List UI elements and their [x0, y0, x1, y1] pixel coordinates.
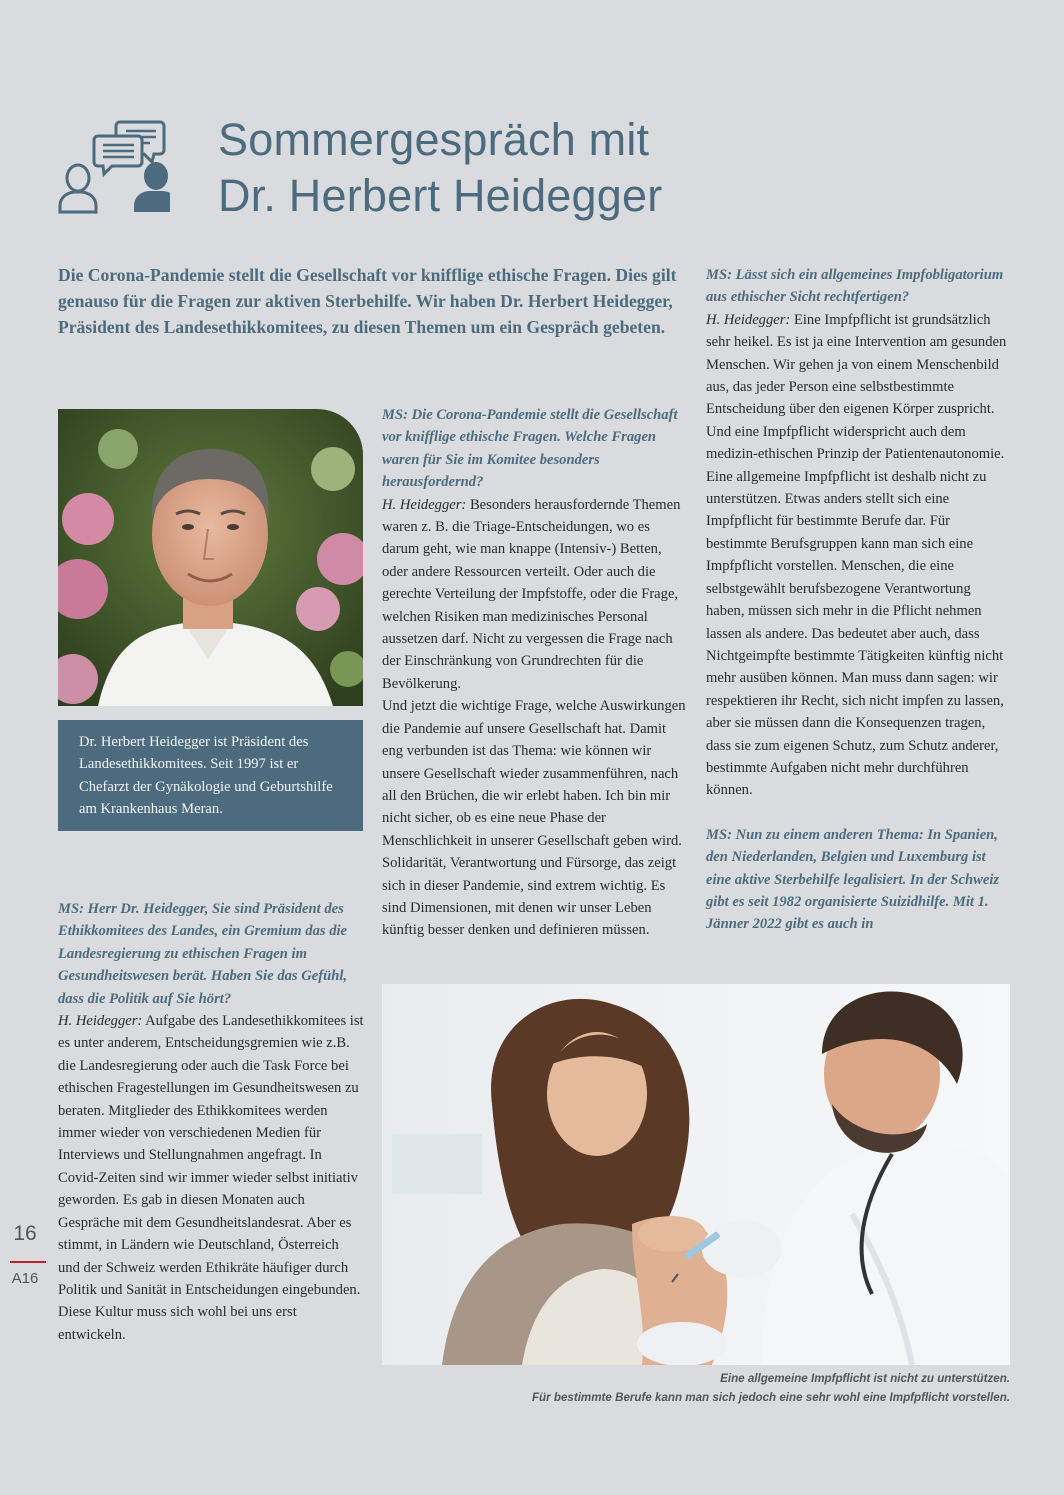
- page-number: 16: [13, 1222, 37, 1245]
- title-line-1: Sommergespräch mit: [218, 114, 650, 165]
- speaker-label: H. Heidegger:: [382, 496, 467, 513]
- portrait-photo: [58, 409, 363, 706]
- photo-caption-line-1: Eine allgemeine Impfpflicht ist nicht zu unterstützen.: [720, 1372, 1010, 1385]
- column-2: [382, 404, 688, 942]
- title-line-2: Dr. Herbert Heidegger: [218, 170, 663, 221]
- page-code: A16: [11, 1270, 39, 1287]
- answer-2-text: Besonders herausfordernde Themen waren z. B. die Triage-Entscheidungen, wo es darum geht, wie man knappe (Intensiv-) Betten, oder andere Ressourcen verteilt. Oder auch die gerechte Verteilung der Impfstoffe, oder die Frage, welchen Risiken man medizinisches Personal aussetzen darf. Nicht zu vergessen die Frage nach der Einschränkung von Grundrechten für die Bevölkerung.: [382, 496, 681, 692]
- question-1: MS: Herr Dr. Heidegger, Sie sind Präsident des Ethikkomitees des Landes, ein Gremium das die Landesregierung zu ethischen Fragen im Gesundheitswesen berät. Haben Sie das Gefühl, dass die Politik auf Sie hört?: [58, 901, 348, 1007]
- question-2: MS: Die Corona-Pandemie stellt die Gesellschaft vor knifflige ethische Fragen. Welche Fragen waren für Sie im Komitee besonders herausfordernd?: [382, 407, 678, 491]
- intro-text: Die Corona-Pandemie stellt die Gesellschaft vor knifflige ethische Fragen. Dies gilt genauso für die Fragen zur aktiven Sterbehilfe. Wir haben Dr. Herbert Heidegger, Präsident des Landesethikkomitees, zu diesen Themen um ein Gespräch gebeten.: [58, 265, 677, 337]
- photo-caption-line-2: Für bestimmte Berufe kann man sich jedoch eine sehr wohl eine Impfpflicht vorstellen.: [531, 1391, 1010, 1404]
- answer-3: [706, 309, 1012, 802]
- column-1: [58, 898, 364, 1346]
- speaker-label: H. Heidegger:: [58, 1013, 143, 1030]
- answer-1: [58, 1010, 364, 1346]
- portrait-caption: Dr. Herbert Heidegger ist Präsident des Landesethikkomitees. Seit 1997 ist er Chefarzt der Gynäkologie und Geburtshilfe am Krankenhaus Meran.: [58, 720, 363, 831]
- question-4: MS: Nun zu einem anderen Thema: In Spanien, den Niederlanden, Belgien und Luxemburg ist eine aktive Sterbehilfe legalisiert. In der Schweiz gibt es seit 1982 organisierte Suizidhilfe. Mit 1. Jänner 2022 gibt es auch in: [706, 826, 1000, 933]
- answer-2-continued: Und jetzt die wichtige Frage, welche Auswirkungen die Pandemie auf unsere Gesellschaft hat. Damit eng verbunden ist das Thema: wie können wir unsere Gesellschaft wieder zusammenführen, nach all den Brüchen, die wir erlebt haben. Ich bin mir nicht sicher, ob es eine neue Phase der Menschlichkeit in unserer Gesellschaft geben wird. Solidarität, Verantwortung und Fürsorge, das zeigt sich in dieser Pandemie, sind extrem wichtig. Es sind Dimensionen, mit denen wir unser Leben künftig besser denken und definieren müssen.: [382, 698, 686, 939]
- speaker-label: H. Heidegger:: [706, 311, 791, 328]
- answer-3-text: Eine Impfpflicht ist grundsätzlich sehr heikel. Es ist ja eine Intervention am gesunden Menschen. Wir gehen ja von einem Menschenbild aus, das jeder Person eine selbstbestimmte Entscheidung über den eigenen Körper zuspricht. Und eine Impfpflicht widerspricht auch dem medizin-ethischen Prinzip der Patientenautonomie. Eine allgemeine Impfpflicht ist deshalb nicht zu unterstützen. Etwas anders stellt sich eine Impfpflicht für bestimmte Berufe dar. Für bestimmte Berufsgruppen kann man sich eine Impfpflicht vorstellen. Menschen, die eine selbstgewählt berufsbezogene Verantwortung haben, müssen sich mehr in die Pflicht nehmen lassen als andere. Das bedeutet aber auch, dass Nichtgeimpfte bestimmte Tätigkeiten künftig nicht mehr ausüben können. Man muss dann sagen: wir respektieren ihr Recht, sich nicht impfen zu lassen, aber sie müssen dann die Konsequenzen tragen, dass sie zum eigenen Schutz, zum Schutz anderer, bestimmte Aufgaben nicht mehr durchführen können.: [706, 311, 1007, 799]
- answer-1-text: Aufgabe des Landesethikkomitees ist es unter anderem, Entscheidungsgremien wie z.B. die Landesregierung oder auch die Task Force bei ethischen Fragestellungen im Gesundheitswesen zu beraten. Mitglieder des Ethikkomitees werden immer wieder von verschiedenen Medien für Interviews und Stellungnahmen angefragt. In Covid-Zeiten sind wir immer wieder selbst initiativ geworden. Es gab in diesen Monaten auch Gespräche mit dem Gesundheitslandesrat. Aber es stimmt, in Ländern wie Deutschland, Österreich und der Schweiz werden Ethikräte häufiger durch Politik und Sanität in Entscheidungen eingebunden. Diese Kultur muss sich wohl bei uns erst entwickeln.: [58, 1013, 364, 1343]
- page-rule: [10, 1261, 46, 1263]
- photo-caption: [382, 1369, 1010, 1407]
- column-3: [706, 264, 1012, 936]
- answer-2: [382, 494, 688, 696]
- question-3: MS: Lässt sich ein allgemeines Impfobligatorium aus ethischer Sicht rechtfertigen?: [706, 267, 1004, 306]
- conversation-icon: [58, 120, 170, 216]
- page-title: [218, 112, 918, 224]
- vaccination-photo: [382, 984, 1010, 1365]
